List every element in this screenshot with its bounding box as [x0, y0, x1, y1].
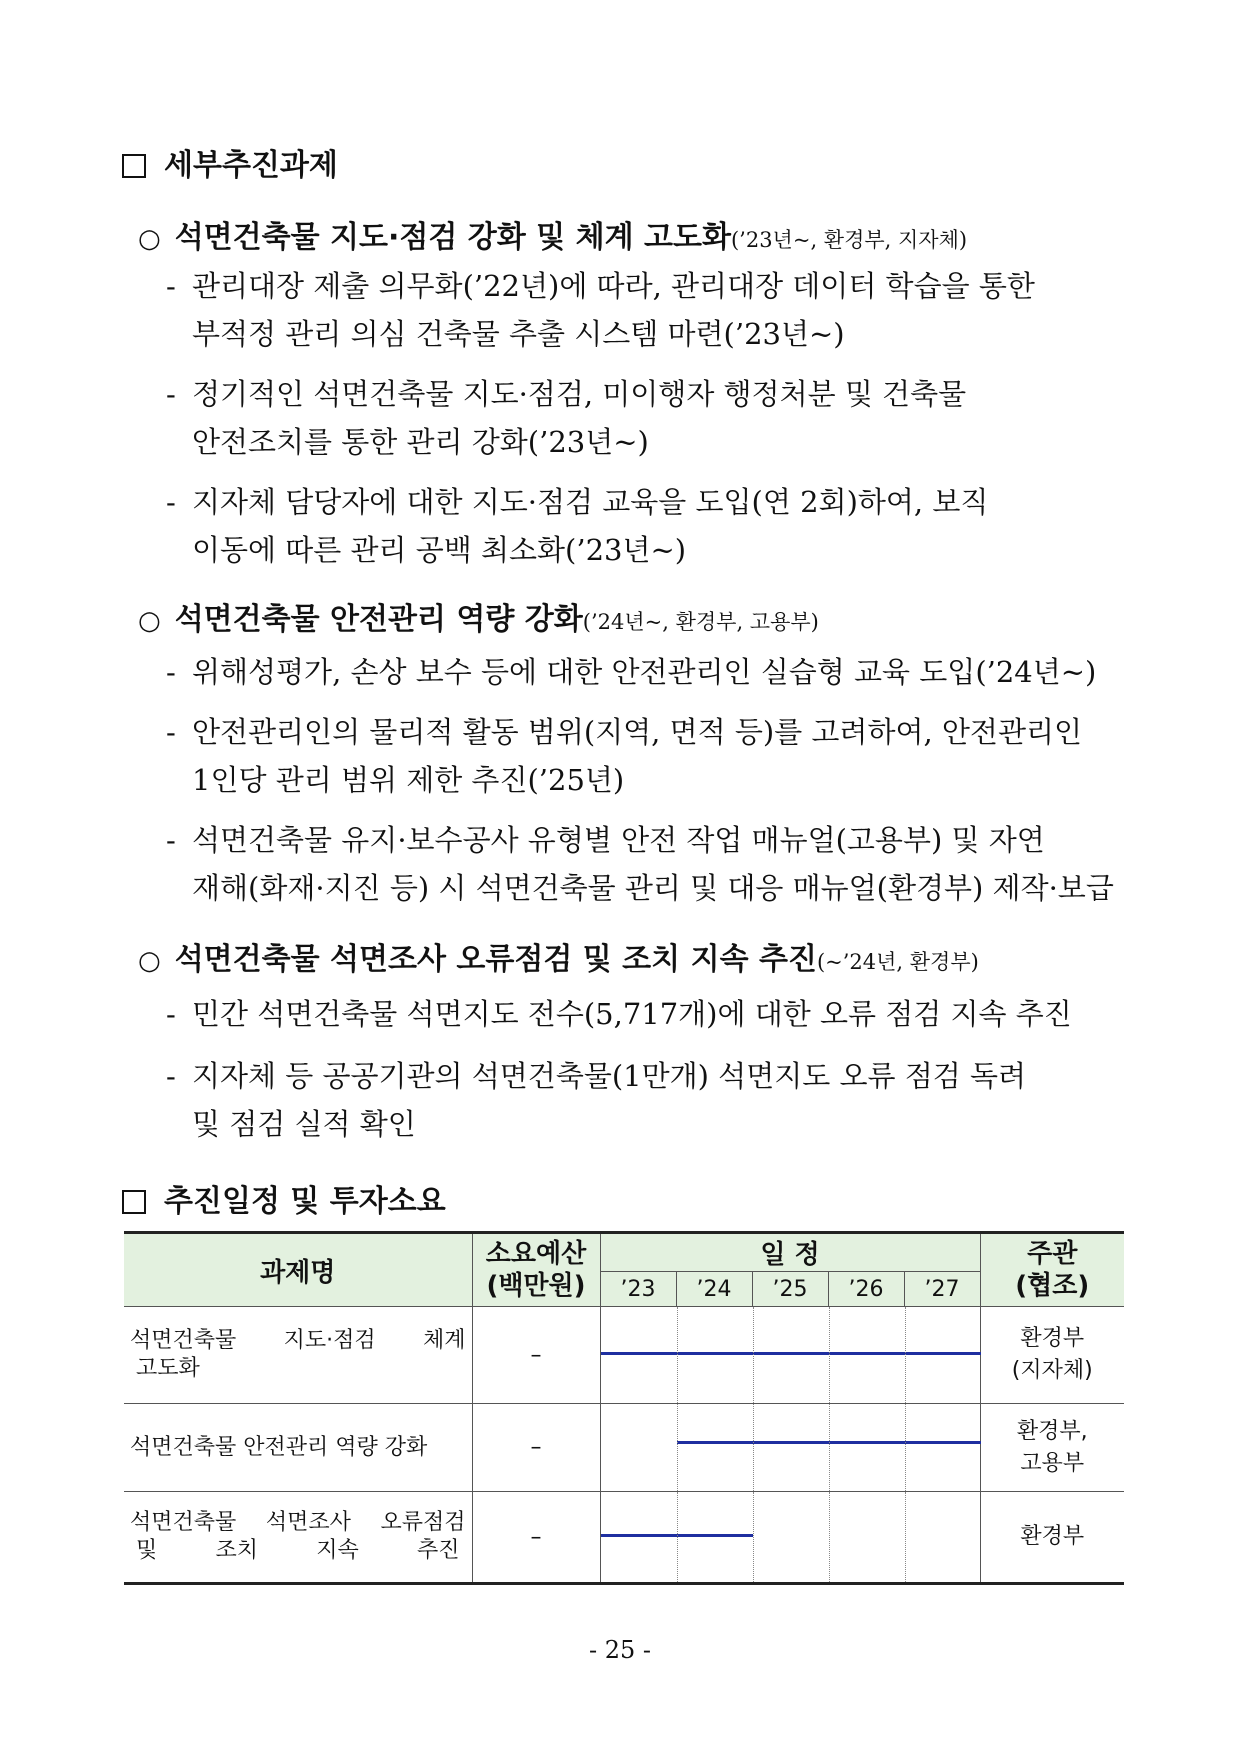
table-row — [124, 1492, 1124, 1584]
circle-bullet-icon: ○ — [138, 946, 161, 976]
task-name-line: 석면건축물 석면조사 오류점검 — [130, 1510, 466, 1535]
item-line: 정기적인 석면건축물 지도·점검, 미이행자 행정처분 및 건축물 — [192, 377, 967, 411]
section-title: 추진일정 및 투자소요 — [164, 1184, 446, 1219]
header-org-line2: (협조) — [1015, 1271, 1090, 1301]
org-line: 환경부, — [1016, 1418, 1088, 1444]
org-line: 환경부 — [1020, 1326, 1085, 1351]
list-item: - 관리대장 제출 의무화(’22년)에 따라, 관리대장 데이터 학습을 통한 부적정 관리 의심 건축물 추출 시스템 마련(’23년~) — [166, 269, 1035, 351]
task-heading-2 — [138, 594, 819, 638]
org-line: 환경부 — [1020, 1524, 1085, 1549]
list-item: - 지자체 등 공공기관의 석면건축물(1만개) 석면지도 오류 점검 독려 및 점검 실적 확인 — [166, 1059, 1026, 1141]
task-name-cell — [124, 1492, 472, 1584]
year-header: ’25 — [752, 1272, 828, 1307]
item-line: 부적정 관리 의심 건축물 추출 시스템 마련(’23년~) — [192, 317, 845, 351]
item-line: 이동에 따른 관리 공백 최소화(’23년~) — [192, 533, 687, 567]
section-heading-schedule — [122, 1176, 446, 1220]
timeline-cell — [600, 1404, 980, 1492]
table-row — [124, 1307, 1124, 1404]
budget-cell: – — [472, 1307, 600, 1404]
header-org — [980, 1233, 1124, 1307]
header-task: 과제명 — [124, 1233, 472, 1307]
checkbox-square-icon — [122, 154, 146, 178]
item-line: 재해(화재·지진 등) 시 석면건축물 관리 및 대응 매뉴얼(환경부) 제작·보급 — [192, 871, 1114, 905]
task-name-line: 석면건축물 지도·점검 체계 — [130, 1328, 466, 1353]
item-line: 위해성평가, 손상 보수 등에 대한 안전관리인 실습형 교육 도입(’24년~) — [192, 655, 1097, 689]
year-header: ’27 — [904, 1272, 980, 1307]
item-line: 1인당 관리 범위 제한 추진(’25년) — [192, 763, 625, 797]
org-cell — [980, 1404, 1124, 1492]
task-name-cell — [124, 1404, 472, 1492]
year-divider — [677, 1307, 678, 1403]
budget-cell: – — [472, 1492, 600, 1584]
page-number: - 25 - — [588, 1636, 651, 1664]
year-divider — [905, 1307, 906, 1403]
checkbox-square-icon — [122, 1190, 146, 1214]
task-note: (~’24년, 환경부) — [816, 950, 979, 974]
item-line: 민간 석면건축물 석면지도 전수(5,717개)에 대한 오류 점검 지속 추진 — [192, 997, 1072, 1031]
list-item: - 지자체 담당자에 대한 지도·점검 교육을 도입(연 2회)하여, 보직 이동에 따른 관리 공백 최소화(’23년~) — [166, 485, 989, 567]
item-line: 안전관리인의 물리적 활동 범위(지역, 면적 등)를 고려하여, 안전관리인 — [192, 715, 1082, 749]
year-divider — [829, 1404, 830, 1491]
year-divider — [753, 1307, 754, 1403]
section-title: 세부추진과제 — [164, 148, 338, 183]
task-name-line: 고도화 — [136, 1356, 200, 1381]
task-title: 석면건축물 석면조사 오류점검 및 조치 지속 추진 — [174, 942, 817, 977]
section-heading-detail-tasks — [122, 140, 338, 184]
year-divider — [829, 1307, 830, 1403]
header-schedule: 일 정 — [600, 1233, 980, 1272]
circle-bullet-icon: ○ — [138, 224, 161, 254]
task-heading-3 — [138, 934, 979, 978]
year-divider — [753, 1492, 754, 1582]
year-header: ’23 — [600, 1272, 676, 1307]
schedule-table — [124, 1231, 1124, 1585]
year-header: ’24 — [676, 1272, 752, 1307]
header-org-line1: 주관 — [1027, 1239, 1078, 1269]
task-title: 석면건축물 안전관리 역량 강화 — [174, 602, 583, 637]
year-divider — [753, 1404, 754, 1491]
list-item: - 정기적인 석면건축물 지도·점검, 미이행자 행정처분 및 건축물 안전조치를 통한 관리 강화(’23년~) — [166, 377, 967, 459]
task-name-line: 및 조치 지속 추진 — [136, 1538, 460, 1563]
list-item: - 민간 석면건축물 석면지도 전수(5,717개)에 대한 오류 점검 지속 추진 — [166, 997, 1072, 1031]
org-cell — [980, 1307, 1124, 1404]
task-name-line: 석면건축물 안전관리 역량 강화 — [130, 1434, 428, 1460]
item-line: 안전조치를 통한 관리 강화(’23년~) — [192, 425, 649, 459]
list-item: - 위해성평가, 손상 보수 등에 대한 안전관리인 실습형 교육 도입(’24년~) — [166, 655, 1097, 689]
org-line: 고용부 — [1020, 1450, 1085, 1476]
year-divider — [905, 1404, 906, 1491]
item-line: 석면건축물 유지·보수공사 유형별 안전 작업 매뉴얼(고용부) 및 자연 — [192, 823, 1045, 857]
task-heading-1 — [138, 212, 967, 256]
header-budget — [472, 1233, 600, 1307]
task-name-cell — [124, 1307, 472, 1404]
task-title: 석면건축물 지도·점검 강화 및 체계 고도화 — [174, 220, 731, 255]
year-header: ’26 — [828, 1272, 904, 1307]
budget-cell: – — [472, 1404, 600, 1492]
year-divider — [677, 1404, 678, 1491]
timeline-cell — [600, 1492, 980, 1584]
item-line: 지자체 등 공공기관의 석면건축물(1만개) 석면지도 오류 점검 독려 — [192, 1059, 1026, 1093]
task-note: (’23년~, 환경부, 지자체) — [730, 228, 968, 252]
org-cell — [980, 1492, 1124, 1584]
circle-bullet-icon: ○ — [138, 606, 161, 636]
list-item: - 안전관리인의 물리적 활동 범위(지역, 면적 등)를 고려하여, 안전관리인 1인당 관리 범위 제한 추진(’25년) — [166, 715, 1082, 797]
item-line: 지자체 담당자에 대한 지도·점검 교육을 도입(연 2회)하여, 보직 — [192, 485, 989, 519]
year-divider — [677, 1492, 678, 1582]
header-budget-line1: 소요예산 — [485, 1239, 587, 1269]
header-budget-line2: (백만원) — [486, 1271, 586, 1301]
year-divider — [829, 1492, 830, 1582]
schedule-bar — [601, 1352, 981, 1355]
task-note: (’24년~, 환경부, 고용부) — [582, 610, 819, 634]
timeline-cell — [600, 1307, 980, 1404]
year-divider — [905, 1492, 906, 1582]
list-item: - 석면건축물 유지·보수공사 유형별 안전 작업 매뉴얼(고용부) 및 자연 재해(화재·지진 등) 시 석면건축물 관리 및 대응 매뉴얼(환경부) 제작·보급 — [166, 823, 1114, 905]
org-line: (지자체) — [1011, 1358, 1093, 1383]
table-row — [124, 1404, 1124, 1492]
item-line: 관리대장 제출 의무화(’22년)에 따라, 관리대장 데이터 학습을 통한 — [192, 269, 1035, 303]
item-line: 및 점검 실적 확인 — [192, 1107, 416, 1141]
